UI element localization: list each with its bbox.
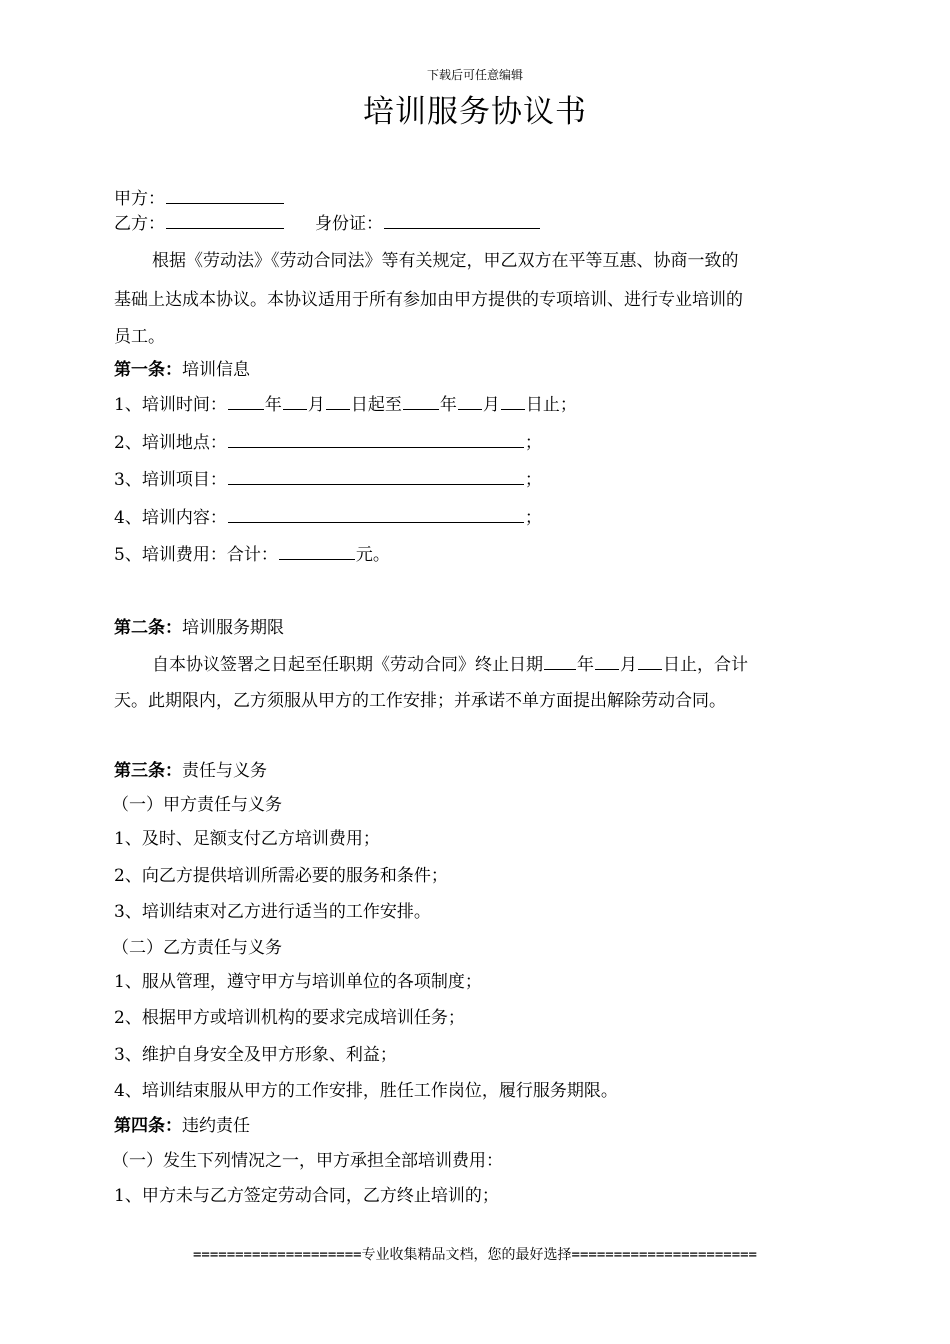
article-2-title: 培训服务期限 [182,618,284,638]
article-3-b-item-4: 4、培训结束服从甲方的工作安排，胜任工作岗位，履行服务期限。 [114,1081,618,1101]
training-project-line [114,465,542,490]
party-b-blank[interactable] [166,210,284,229]
article-2-number: 第二条： [114,618,182,638]
training-place-label: 2、培训地点： [114,433,227,453]
term-month-label: 月 [620,655,637,675]
id-label: 身份证： [315,214,383,234]
time-month-1-blank[interactable] [283,391,307,410]
term-year-blank[interactable] [544,651,576,670]
year-2-label: 年 [439,395,457,415]
article-1-number: 第一条： [114,360,182,380]
article-3-a-item-2: 2、向乙方提供培训所需必要的服务和条件； [114,866,448,886]
time-day-2-blank[interactable] [501,391,525,410]
training-fee-line [114,540,390,565]
training-project-label: 3、培训项目： [114,470,227,490]
article-4-title: 违约责任 [182,1116,250,1136]
intro-line-3: 员工。 [114,327,165,347]
article-1-heading [114,355,250,380]
training-content-line [114,503,542,528]
article-4-item-1: 1、甲方未与乙方签定劳动合同，乙方终止培训的； [114,1186,499,1206]
day-2-label: 日止； [525,395,577,415]
training-fee-label: 5、培训费用：合计： [114,545,278,565]
article-3-b-item-3: 3、维护自身安全及甲方形象、利益； [114,1045,397,1065]
training-place-blank[interactable] [228,429,524,448]
month-1-label: 月 [307,395,325,415]
intro-line-2: 基础上达成本协议。本协议适用于所有参加由甲方提供的专项培训、进行专业培训的 [114,290,743,310]
document-title: 培训服务协议书 [363,94,587,130]
training-place-line [114,428,542,453]
article-4-heading [114,1111,250,1136]
term-day-label: 日止，合计 [663,655,748,675]
time-month-2-blank[interactable] [458,391,482,410]
month-2-label: 月 [482,395,500,415]
training-time-line [114,390,577,415]
place-end: ； [524,433,542,453]
article-2-para-2: 天。此期限内，乙方须服从甲方的工作安排；并承诺不单方面提出解除劳动合同。 [114,691,726,711]
year-1-label: 年 [264,395,282,415]
training-project-blank[interactable] [228,466,524,485]
party-a-line [114,184,285,209]
training-time-label: 1、培训时间： [114,395,227,415]
article-3-heading [114,756,267,781]
party-b-label: 乙方： [114,214,165,234]
header-note: 下载后可任意编辑 [426,68,523,82]
article-3-sub-a: （一）甲方责任与义务 [112,795,282,815]
party-a-label: 甲方： [114,189,165,209]
time-day-1-blank[interactable] [326,391,350,410]
article-3-title: 责任与义务 [182,761,267,781]
time-year-1-blank[interactable] [228,391,264,410]
training-fee-blank[interactable] [279,541,355,560]
training-content-label: 4、培训内容： [114,508,227,528]
footer-text: ====================专业收集精品文档，您的最好选择====================== [192,1247,757,1263]
day-1-label: 日起至 [350,395,402,415]
term-day-blank[interactable] [638,651,662,670]
party-a-blank[interactable] [166,185,284,204]
article-3-a-item-1: 1、及时、足额支付乙方培训费用； [114,829,380,849]
article-2-heading [114,613,284,638]
article-3-a-item-3: 3、培训结束对乙方进行适当的工作安排。 [114,902,431,922]
article-3-b-item-1: 1、服从管理，遵守甲方与培训单位的各项制度； [114,972,482,992]
project-end: ； [524,470,542,490]
intro-line-1: 根据《劳动法》《劳动合同法》等有关规定，甲乙双方在平等互惠、协商一致的 [152,251,739,271]
article-3-number: 第三条： [114,761,182,781]
article-4-sub-a: （一）发生下列情况之一，甲方承担全部培训费用： [112,1151,503,1171]
party-b-line [114,209,541,234]
article-1-title: 培训信息 [182,360,250,380]
time-year-2-blank[interactable] [403,391,439,410]
term-year-label: 年 [577,655,594,675]
article-3-b-item-2: 2、根据甲方或培训机构的要求完成培训任务； [114,1008,465,1028]
term-month-blank[interactable] [595,651,619,670]
training-content-blank[interactable] [228,504,524,523]
term-text: 自本协议签署之日起至任职期《劳动合同》终止日期 [152,655,543,675]
id-blank[interactable] [384,210,540,229]
fee-end: 元。 [355,545,390,565]
article-4-number: 第四条： [114,1116,182,1136]
content-end: ； [524,508,542,528]
article-2-para-1 [152,650,748,675]
article-3-sub-b: （二）乙方责任与义务 [112,938,282,958]
